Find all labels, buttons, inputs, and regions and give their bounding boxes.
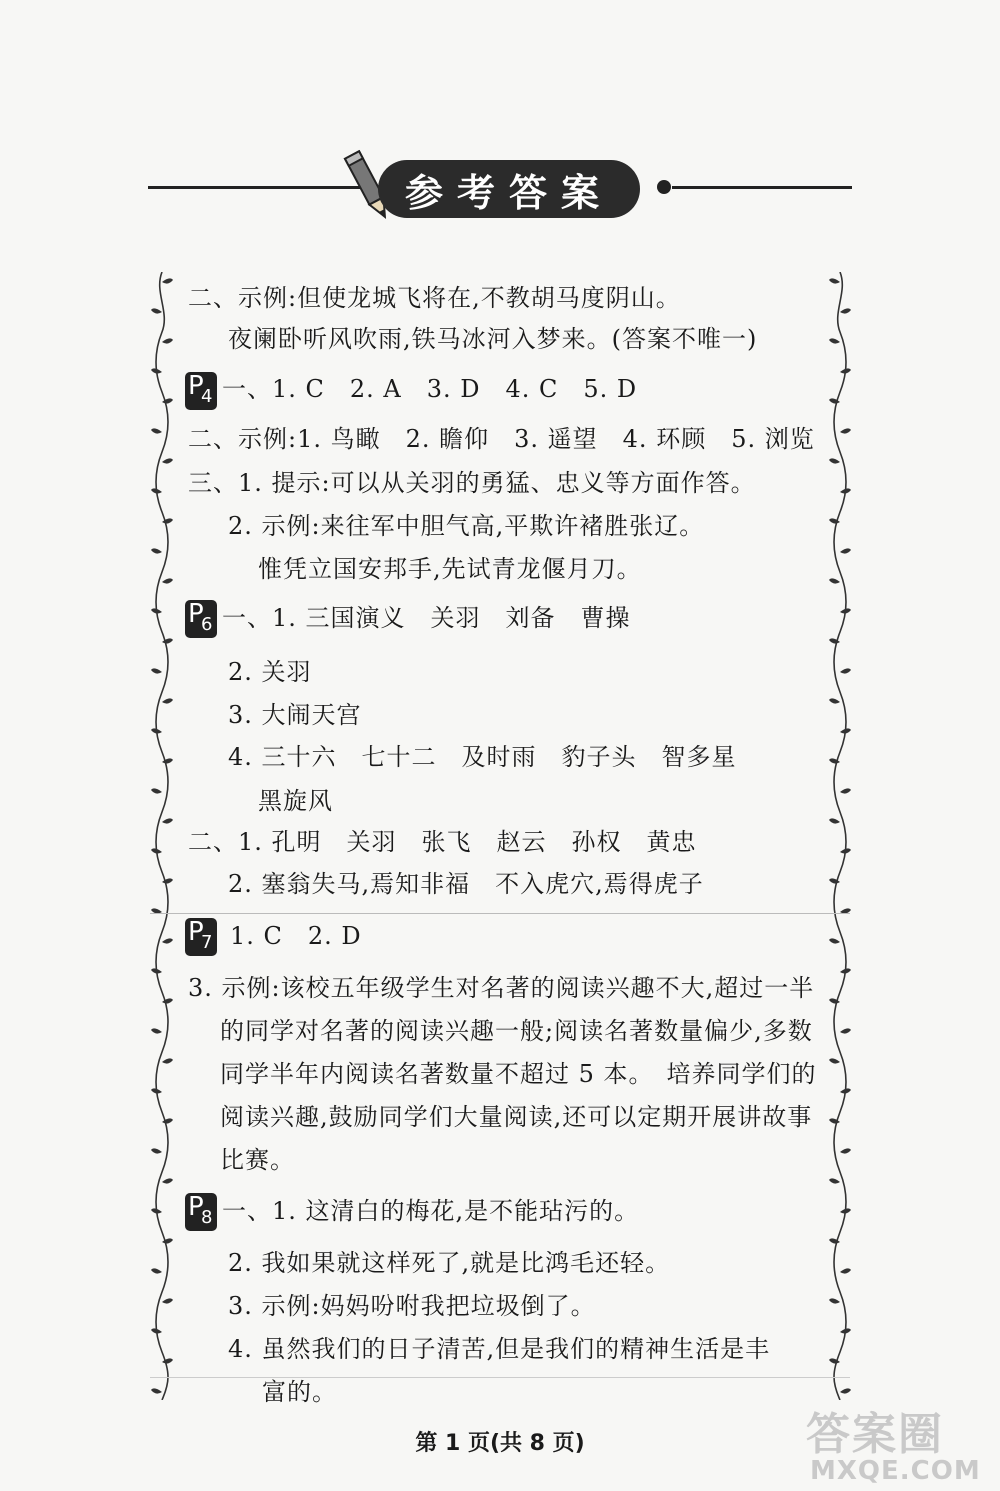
page-badge-p4: P 4 <box>185 372 217 410</box>
answer-line: 三、1. 提示:可以从关羽的勇猛、忠义等方面作答。 <box>188 469 756 497</box>
answer-line: 4. 三十六 七十二 及时雨 豹子头 智多星 <box>228 743 737 771</box>
answer-line: 夜阑卧听风吹雨,铁马冰河入梦来。(答案不唯一) <box>228 325 758 353</box>
answer-line: 一、1. 这清白的梅花,是不能玷污的。 <box>222 1197 640 1225</box>
answer-line: 比赛。 <box>220 1146 295 1174</box>
answer-line: 3. 示例:妈妈吩咐我把垃圾倒了。 <box>228 1292 596 1320</box>
answer-line: 2. 我如果就这样死了,就是比鸿毛还轻。 <box>228 1249 671 1277</box>
answer-line: 二、示例:1. 鸟瞰 2. 瞻仰 3. 遥望 4. 环顾 5. 浏览 <box>188 425 815 453</box>
page-number: 第 1 页(共 8 页) <box>415 1431 585 1456</box>
site-watermark: 答案圈 MXQE.COM <box>806 1409 981 1486</box>
answer-line: 2. 关羽 <box>228 658 312 686</box>
page-title: 参考答案 <box>378 160 640 218</box>
answer-line: 1. C 2. D <box>230 922 362 950</box>
answer-line: 一、1. C 2. A 3. D 4. C 5. D <box>222 375 638 403</box>
answer-line: 富的。 <box>262 1378 337 1406</box>
page-badge-p8: P 8 <box>185 1193 217 1231</box>
answer-line: 二、1. 孔明 关羽 张飞 赵云 孙权 黄忠 <box>188 828 697 856</box>
answer-line: 阅读兴趣,鼓励同学们大量阅读,还可以定期开展讲故事 <box>220 1103 813 1131</box>
answer-line: 一、1. 三国演义 关羽 刘备 曹操 <box>222 604 631 632</box>
answer-line: 4. 虽然我们的日子清苦,但是我们的精神生活是丰 <box>228 1335 771 1363</box>
answer-line: 2. 塞翁失马,焉知非福 不入虎穴,焉得虎子 <box>228 870 704 898</box>
answer-line: 惟凭立国安邦手,先试青龙偃月刀。 <box>258 555 642 583</box>
answer-line: 黑旋风 <box>258 787 333 815</box>
answer-line: 3. 示例:该校五年级学生对名著的阅读兴趣不大,超过一半 <box>188 974 815 1002</box>
answer-line: 3. 大闹天宫 <box>228 701 362 729</box>
answer-line: 的同学对名著的阅读兴趣一般;阅读名著数量偏少,多数 <box>220 1017 813 1045</box>
page-badge-p6: P 6 <box>185 600 217 638</box>
answer-line: 2. 示例:来往军中胆气高,平欺许褚胜张辽。 <box>228 512 705 540</box>
answer-line: 同学半年内阅读名著数量不超过 5 本。 培养同学们的 <box>220 1060 817 1088</box>
answer-line: 二、示例:但使龙城飞将在,不教胡马度阴山。 <box>188 284 681 312</box>
page-badge-p7: P 7 <box>185 918 217 956</box>
